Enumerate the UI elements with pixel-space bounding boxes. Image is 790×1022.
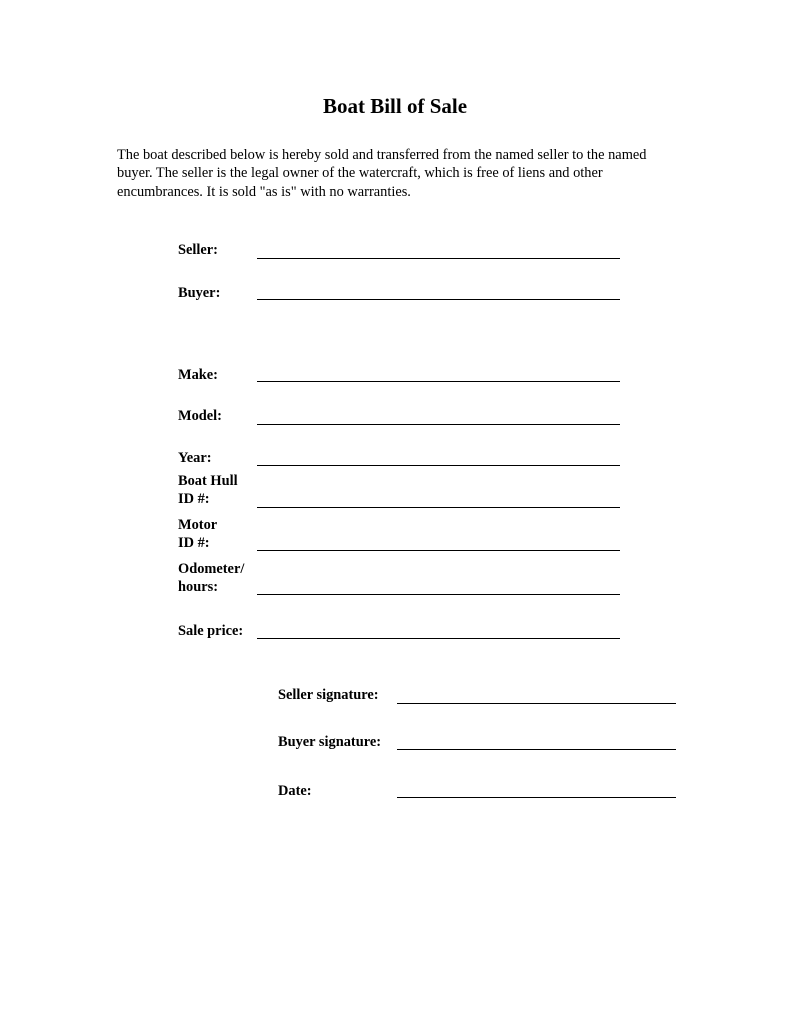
sale-price-label: Sale price:: [178, 623, 244, 639]
motor-id-label-line1: Motor: [178, 517, 218, 533]
hull-id-label-line2: ID #:: [178, 491, 210, 507]
sale-price-field[interactable]: [257, 638, 620, 639]
buyer-label: Buyer:: [178, 285, 221, 301]
model-label: Model:: [178, 408, 222, 424]
motor-id-label-line2: ID #:: [178, 535, 210, 551]
odometer-field[interactable]: [257, 594, 620, 595]
date-label: Date:: [278, 783, 312, 799]
buyer-signature-field[interactable]: [397, 749, 676, 750]
make-field[interactable]: [257, 381, 620, 382]
make-label: Make:: [178, 367, 218, 383]
year-field[interactable]: [257, 465, 620, 466]
intro-paragraph: The boat described below is hereby sold and transferred from the named seller to the named buyer. The seller is the legal owner of the watercraft, which is free of liens and other encumbrances. It is sold "as is" with no warranties.: [117, 147, 647, 200]
year-label: Year:: [178, 450, 212, 466]
odometer-label-line1: Odometer/: [178, 561, 245, 577]
hull-id-field[interactable]: [257, 507, 620, 508]
motor-id-field[interactable]: [257, 550, 620, 551]
seller-signature-label: Seller signature:: [278, 687, 379, 703]
odometer-label-line2: hours:: [178, 579, 218, 595]
seller-field[interactable]: [257, 258, 620, 259]
seller-label: Seller:: [178, 242, 218, 258]
buyer-field[interactable]: [257, 299, 620, 300]
date-field[interactable]: [397, 797, 676, 798]
seller-signature-field[interactable]: [397, 703, 676, 704]
buyer-signature-label: Buyer signature:: [278, 734, 382, 750]
model-field[interactable]: [257, 424, 620, 425]
hull-id-label-line1: Boat Hull: [178, 473, 238, 489]
document-title: Boat Bill of Sale: [322, 94, 468, 118]
